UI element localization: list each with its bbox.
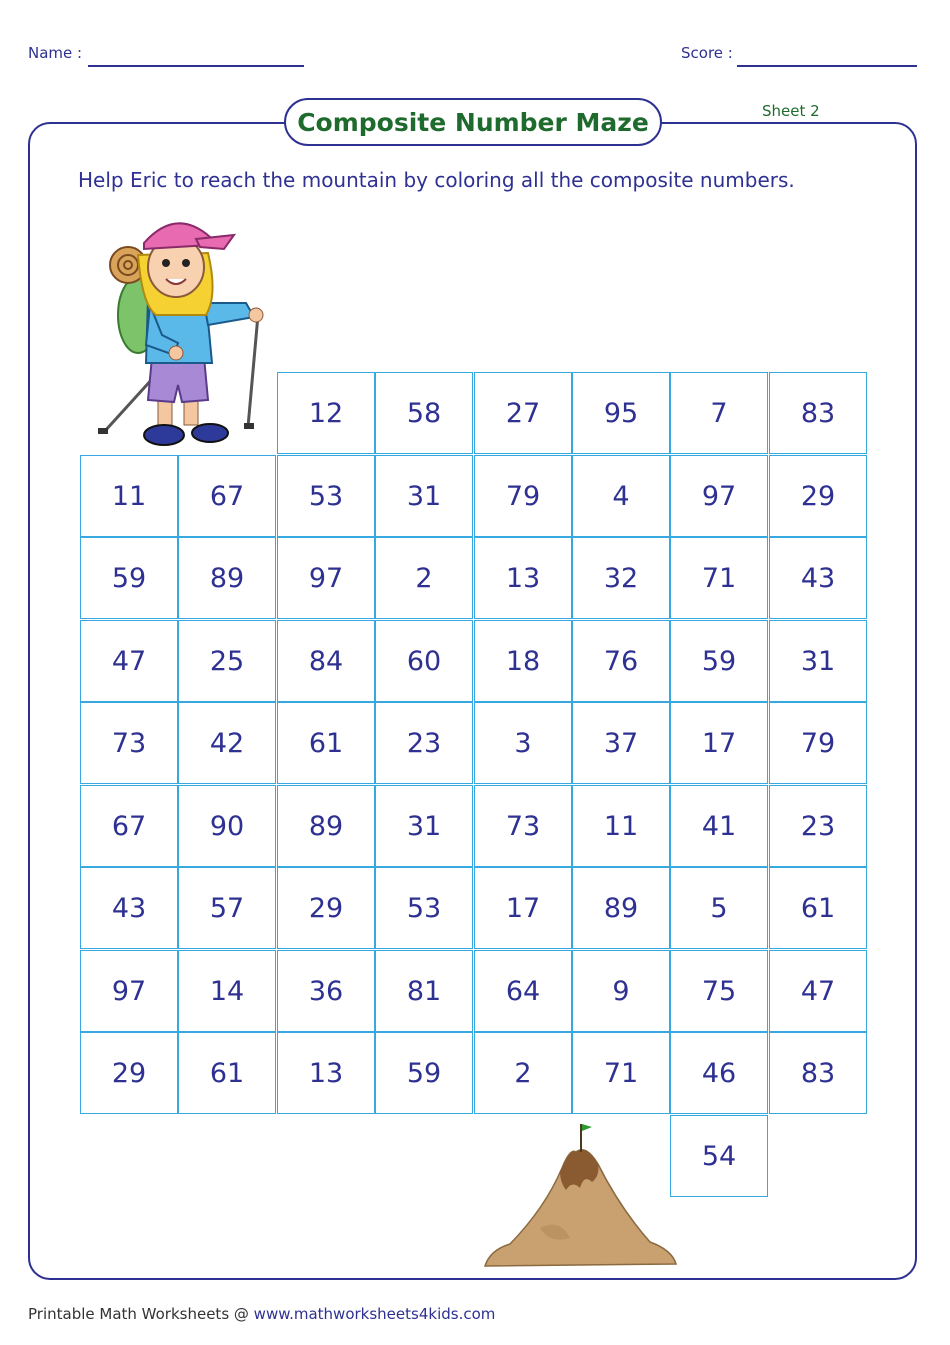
maze-cell[interactable]: 59	[670, 620, 768, 702]
maze-cell[interactable]: 9	[572, 950, 670, 1032]
maze-cell[interactable]: 29	[277, 867, 375, 949]
maze-cell[interactable]: 41	[670, 785, 768, 867]
score-label: Score :	[681, 44, 733, 62]
score-field[interactable]	[737, 65, 917, 67]
maze-cell[interactable]: 31	[375, 785, 473, 867]
maze-cell[interactable]: 53	[277, 455, 375, 537]
maze-cell[interactable]: 13	[474, 537, 572, 619]
maze-cell[interactable]: 42	[178, 702, 276, 784]
maze-cell[interactable]: 46	[670, 1032, 768, 1114]
maze-cell[interactable]: 58	[375, 372, 473, 454]
maze-cell[interactable]: 90	[178, 785, 276, 867]
maze-cell[interactable]: 23	[769, 785, 867, 867]
maze-cell[interactable]: 60	[375, 620, 473, 702]
maze-cell[interactable]: 2	[474, 1032, 572, 1114]
sheet-label: Sheet 2	[762, 102, 820, 120]
maze-cell[interactable]: 97	[670, 455, 768, 537]
maze-cell[interactable]: 31	[375, 455, 473, 537]
maze-cell[interactable]: 57	[178, 867, 276, 949]
maze-cell[interactable]: 75	[670, 950, 768, 1032]
maze-cell[interactable]: 59	[80, 537, 178, 619]
maze-cell[interactable]: 79	[474, 455, 572, 537]
maze-cell[interactable]: 37	[572, 702, 670, 784]
maze-cell[interactable]: 17	[670, 702, 768, 784]
maze-cell[interactable]: 89	[572, 867, 670, 949]
maze-cell[interactable]: 61	[178, 1032, 276, 1114]
maze-cell[interactable]: 84	[277, 620, 375, 702]
maze-cell[interactable]: 27	[474, 372, 572, 454]
instructions: Help Eric to reach the mountain by coloring all the composite numbers.	[78, 168, 795, 192]
maze-cell[interactable]: 3	[474, 702, 572, 784]
page-title: Composite Number Maze	[284, 98, 662, 146]
maze-cell[interactable]: 29	[80, 1032, 178, 1114]
maze-cell[interactable]: 79	[769, 702, 867, 784]
maze-cell[interactable]: 71	[670, 537, 768, 619]
maze-cell[interactable]: 73	[474, 785, 572, 867]
maze-cell[interactable]: 64	[474, 950, 572, 1032]
maze-cell[interactable]: 89	[277, 785, 375, 867]
maze-cell[interactable]: 95	[572, 372, 670, 454]
maze-cell[interactable]: 83	[769, 1032, 867, 1114]
maze-cell[interactable]: 73	[80, 702, 178, 784]
maze-cell[interactable]: 29	[769, 455, 867, 537]
maze-cell[interactable]: 12	[277, 372, 375, 454]
footer-prefix: Printable Math Worksheets @	[28, 1305, 254, 1323]
maze-cell[interactable]: 11	[572, 785, 670, 867]
maze-cell[interactable]: 4	[572, 455, 670, 537]
maze-cell[interactable]: 2	[375, 537, 473, 619]
maze-cell[interactable]: 83	[769, 372, 867, 454]
name-label: Name :	[28, 44, 83, 62]
footer-link[interactable]: www.mathworksheets4kids.com	[253, 1305, 496, 1323]
maze-cell[interactable]: 23	[375, 702, 473, 784]
maze-cell[interactable]: 5	[670, 867, 768, 949]
mountain-illustration	[480, 1118, 680, 1273]
maze-cell[interactable]: 71	[572, 1032, 670, 1114]
name-field[interactable]	[88, 65, 304, 67]
footer	[28, 1305, 495, 1323]
maze-cell[interactable]: 97	[277, 537, 375, 619]
maze-cell[interactable]: 11	[80, 455, 178, 537]
maze-cell[interactable]: 43	[80, 867, 178, 949]
maze-cell[interactable]: 61	[277, 702, 375, 784]
maze-cell[interactable]: 18	[474, 620, 572, 702]
maze-cell[interactable]: 76	[572, 620, 670, 702]
maze-cell[interactable]: 59	[375, 1032, 473, 1114]
hiker-illustration	[96, 205, 276, 455]
maze-cell[interactable]: 36	[277, 950, 375, 1032]
maze-cell[interactable]: 67	[80, 785, 178, 867]
maze-cell[interactable]: 53	[375, 867, 473, 949]
maze-cell[interactable]: 47	[769, 950, 867, 1032]
maze-cell[interactable]: 31	[769, 620, 867, 702]
maze-cell[interactable]: 61	[769, 867, 867, 949]
maze-cell[interactable]: 13	[277, 1032, 375, 1114]
maze-cell[interactable]: 14	[178, 950, 276, 1032]
maze-cell[interactable]: 97	[80, 950, 178, 1032]
maze-cell[interactable]: 32	[572, 537, 670, 619]
maze-cell[interactable]: 43	[769, 537, 867, 619]
maze-cell[interactable]: 54	[670, 1115, 768, 1197]
maze-cell[interactable]: 7	[670, 372, 768, 454]
maze-cell[interactable]: 81	[375, 950, 473, 1032]
maze-cell[interactable]: 25	[178, 620, 276, 702]
maze-cell[interactable]: 67	[178, 455, 276, 537]
maze-cell[interactable]: 89	[178, 537, 276, 619]
maze-cell[interactable]: 47	[80, 620, 178, 702]
maze-cell[interactable]: 17	[474, 867, 572, 949]
flag-icon	[582, 1124, 592, 1131]
